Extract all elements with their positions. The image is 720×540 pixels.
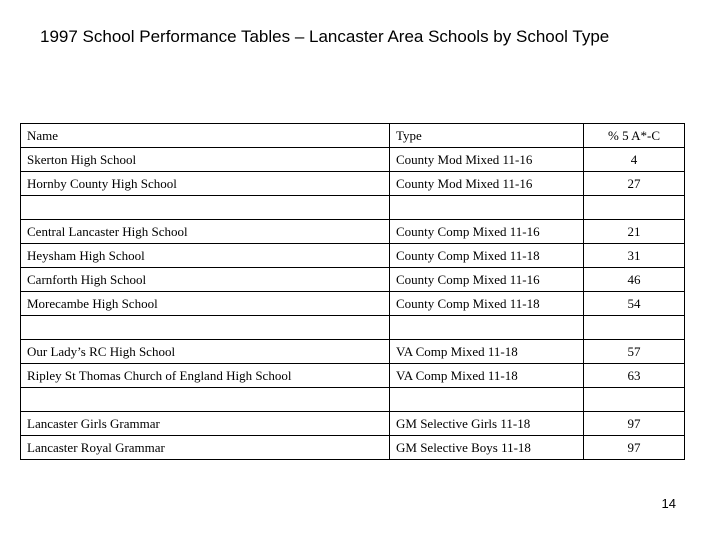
school-name-cell: Lancaster Girls Grammar (21, 412, 390, 436)
table-row-spacer (21, 316, 685, 340)
school-name-cell (21, 196, 390, 220)
table-row (21, 292, 685, 316)
percent-cell: 97 (584, 436, 685, 460)
school-type-cell: County Comp Mixed 11-16 (390, 268, 584, 292)
percent-cell: 27 (584, 172, 685, 196)
percent-cell: 97 (584, 412, 685, 436)
school-name-cell (21, 388, 390, 412)
school-type-cell: County Comp Mixed 11-18 (390, 292, 584, 316)
percent-cell (584, 196, 685, 220)
school-type-cell (390, 388, 584, 412)
table-row (21, 268, 685, 292)
school-name-cell: Hornby County High School (21, 172, 390, 196)
percent-cell: 46 (584, 268, 685, 292)
school-name-cell: Skerton High School (21, 148, 390, 172)
percent-cell: 31 (584, 244, 685, 268)
percent-cell: 57 (584, 340, 685, 364)
table-row-spacer (21, 196, 685, 220)
percent-cell: 54 (584, 292, 685, 316)
school-type-cell: County Comp Mixed 11-18 (390, 244, 584, 268)
school-name-cell: Carnforth High School (21, 268, 390, 292)
school-type-cell: VA Comp Mixed 11-18 (390, 340, 584, 364)
percent-cell: 63 (584, 364, 685, 388)
table-row (21, 244, 685, 268)
school-type-cell: GM Selective Boys 11-18 (390, 436, 584, 460)
school-type-cell: County Comp Mixed 11-16 (390, 220, 584, 244)
table-row (21, 220, 685, 244)
table-row (21, 364, 685, 388)
percent-cell (584, 388, 685, 412)
school-name-cell: Morecambe High School (21, 292, 390, 316)
school-type-cell (390, 316, 584, 340)
table-row (21, 436, 685, 460)
table-row (21, 148, 685, 172)
school-name-cell: Heysham High School (21, 244, 390, 268)
school-type-cell: GM Selective Girls 11-18 (390, 412, 584, 436)
header-type: Type (390, 124, 584, 148)
page-title: 1997 School Performance Tables – Lancaster Area Schools by School Type (40, 27, 610, 46)
table-row (21, 412, 685, 436)
percent-cell (584, 316, 685, 340)
school-name-cell: Lancaster Royal Grammar (21, 436, 390, 460)
header-name: Name (21, 124, 390, 148)
school-type-cell (390, 196, 584, 220)
table-row (21, 172, 685, 196)
percent-cell: 4 (584, 148, 685, 172)
header-percent: % 5 A*-C (584, 124, 685, 148)
table-row-spacer (21, 388, 685, 412)
school-type-cell: County Mod Mixed 11-16 (390, 172, 584, 196)
school-performance-table (20, 123, 685, 460)
table-header-row (21, 124, 685, 148)
school-name-cell: Ripley St Thomas Church of England High School (21, 364, 390, 388)
percent-cell: 21 (584, 220, 685, 244)
school-type-cell: County Mod Mixed 11-16 (390, 148, 584, 172)
page-number: 14 (661, 496, 676, 511)
school-name-cell: Central Lancaster High School (21, 220, 390, 244)
table-row (21, 340, 685, 364)
school-name-cell: Our Lady’s RC High School (21, 340, 390, 364)
school-name-cell (21, 316, 390, 340)
school-type-cell: VA Comp Mixed 11-18 (390, 364, 584, 388)
